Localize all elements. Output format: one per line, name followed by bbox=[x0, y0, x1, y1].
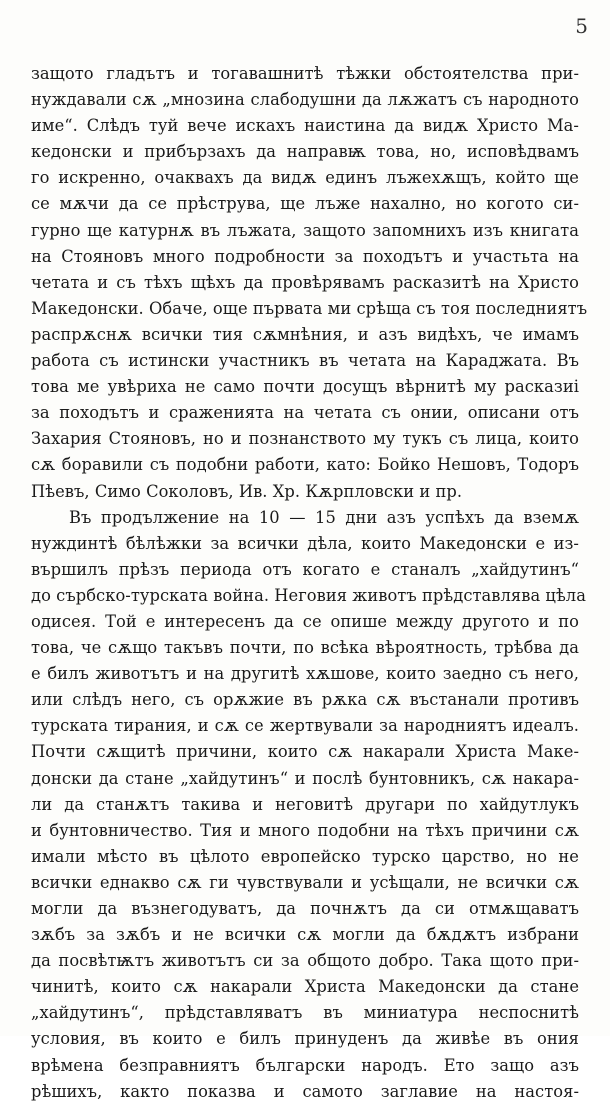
text-line: Македонски. Обаче, още първата ми срѣща съ тоя последниятъ bbox=[31, 298, 588, 318]
text-line: до сърбско-турската война. Неговия животъ прѣдставлява цѣла bbox=[31, 585, 586, 605]
text-line: Захария Стояновъ, но и познанството му тукъ съ лица, които bbox=[31, 429, 579, 449]
text-line: е билъ животътъ и на другитѣ хѫшове, които заедно съ него, bbox=[31, 664, 579, 684]
text-line: донски да стане „хайдутинъ“ и послѣ бунтовникъ, сѫ накара- bbox=[31, 768, 579, 788]
text-line: ли да станѫтъ такива и неговитѣ другари по хайдутлукъ bbox=[31, 794, 579, 814]
text-line: четата и съ тѣхъ щѣхъ да провѣрявамъ расказитѣ на Христо bbox=[31, 272, 579, 292]
text-line: това ме увѣриха не само почти досущъ вѣрнитѣ му расказиi bbox=[31, 377, 579, 397]
text-line: име“. Слѣдъ туй вече искахъ наистина да видѫ Христо Ма- bbox=[31, 116, 579, 136]
paragraph-2 bbox=[31, 505, 586, 1105]
text-line: вършилъ прѣзъ периода отъ когато е станалъ „хайдутинъ“ bbox=[31, 559, 579, 579]
text-line: турската тирания, и сѫ се жертвували за народниятъ идеалъ. bbox=[31, 716, 579, 736]
text-line: рѣшихъ, както показва и самото заглавие на настоя- bbox=[31, 1081, 579, 1101]
text-line: одисея. Той е интересенъ да се опише между другото и по bbox=[31, 611, 579, 631]
text-line: зѫбъ за зѫбъ и не всички сѫ могли да бѫдѫтъ избрани bbox=[31, 925, 579, 945]
text-line: гурно ще катурнѫ въ лъжата, защото запомнихъ изъ книгата bbox=[31, 220, 579, 240]
text-line: Почти сѫщитѣ причини, които сѫ накарали Христа Маке- bbox=[31, 742, 579, 762]
text-line: условия, въ които е билъ принуденъ да живѣе въ ония bbox=[31, 1029, 579, 1049]
text-line: нуждавали сѫ „мнозина слабодушни да лѫжатъ съ народното bbox=[31, 90, 579, 110]
text-line: могли да възнегодуватъ, да почнѫтъ да си отмѫщаватъ bbox=[31, 899, 579, 918]
text-line: за походътъ и сраженията на четата съ онии, описани отъ bbox=[31, 403, 579, 423]
page-number: 5 bbox=[575, 14, 588, 38]
text-line: и бунтовничество. Тия и много подобни на тѣхъ причини сѫ bbox=[31, 820, 579, 840]
text-line: сѫ боравили съ подобни работи, като: Бойко Нешовъ, Тодоръ bbox=[31, 455, 579, 475]
text-line: го искренно, очаквахъ да видѫ единъ лъжехѫщъ, който ще bbox=[31, 168, 579, 188]
text-line: Въ продължение на 10 — 15 дни азъ успѣхъ да вземѫ bbox=[69, 507, 579, 527]
text-line: чинитѣ, които сѫ накарали Христа Македонски да стане bbox=[31, 977, 579, 997]
text-line: на Стояновъ много подробности за походътъ и участьта на bbox=[31, 246, 579, 266]
paragraph-1 bbox=[31, 61, 588, 505]
text-line: работа съ истински участникъ въ четата на Караджата. Въ bbox=[31, 351, 579, 371]
text-line: да посвѣтѭтъ животътъ си за общото добро. Така щото при- bbox=[31, 951, 579, 971]
text-line: врѣмена безправниятъ български народъ. Ето защо азъ bbox=[31, 1055, 579, 1075]
text-line: това, че сѫщо такъвъ почти, по всѣка вѣроятность, трѣбва да bbox=[31, 638, 579, 658]
text-line: се мѫчи да се прѣструва, ще лъже нахално, но когото си- bbox=[31, 194, 579, 214]
text-line: защото гладътъ и тогавашнитѣ тѣжки обстоятелства при- bbox=[31, 64, 579, 83]
text-line: или слѣдъ него, съ орѫжие въ рѫка сѫ въстанали противъ bbox=[31, 690, 579, 710]
text-line: нуждинтѣ бѣлѣжки за всички дѣла, които Македонски е из- bbox=[31, 533, 579, 553]
text-line: всички еднакво сѫ ги чувствували и усѣщали, не всички сѫ bbox=[31, 872, 579, 892]
text-line: кедонски и прибързахъ да направѭ това, но, исповѣдвамъ bbox=[31, 142, 579, 162]
text-line: Пѣевъ, Симо Соколовъ, Ив. Хр. Кѫрпловски и пр. bbox=[31, 481, 463, 501]
body-text bbox=[31, 61, 588, 1105]
text-line: распрѫснѫ всички тия сѫмнѣния, и азъ видѣхъ, че имамъ bbox=[31, 324, 579, 344]
text-line: „хайдутинъ“, прѣдставляватъ въ миниатура неспоснитѣ bbox=[31, 1003, 579, 1023]
text-line: имали мѣсто въ цѣлото европейско турско царство, но не bbox=[31, 846, 579, 866]
